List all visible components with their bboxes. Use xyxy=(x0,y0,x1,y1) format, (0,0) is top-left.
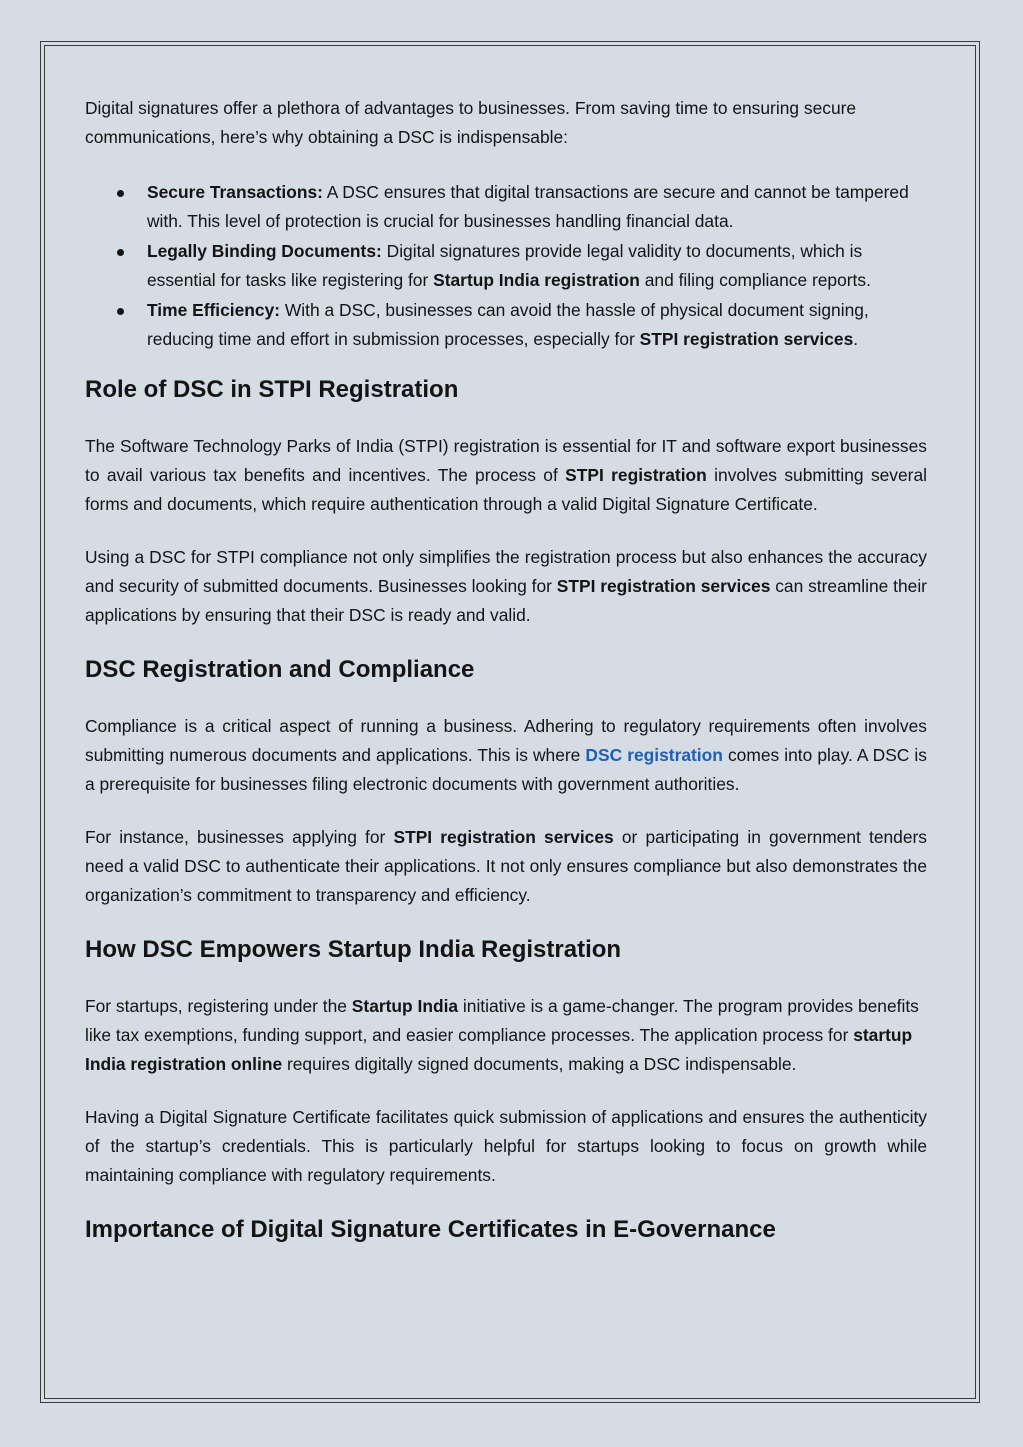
paragraph-text: requires digitally signed documents, making a DSC indispensable. xyxy=(282,1054,797,1074)
section-paragraph xyxy=(85,432,927,519)
section-paragraph xyxy=(85,823,927,910)
benefit-title: Time Efficiency: xyxy=(147,300,281,320)
section-heading: DSC Registration and Compliance xyxy=(85,656,475,683)
benefits-list xyxy=(85,178,927,354)
bullet-icon xyxy=(117,190,124,197)
benefit-text: . xyxy=(853,329,859,349)
list-item xyxy=(85,178,927,236)
section-paragraph xyxy=(85,543,927,630)
benefit-text: With a DSC, businesses can avoid the hassle of physical document signing, reducing time and effort in submission processes, especially for xyxy=(147,300,869,349)
paragraph-text: comes into play. A DSC is a prerequisite for businesses filing electronic documents with government authorities. xyxy=(85,745,927,794)
section-paragraph xyxy=(85,712,927,799)
benefit-text: Digital signatures provide legal validity to documents, which is essential for tasks like registering for xyxy=(147,241,863,290)
benefit-title: Secure Transactions: xyxy=(147,182,323,202)
section-heading: Role of DSC in STPI Registration xyxy=(85,376,459,403)
benefit-text: and filing compliance reports. xyxy=(639,270,871,290)
document-body xyxy=(85,94,927,1272)
bullet-icon xyxy=(117,249,124,256)
bold-term: Startup India xyxy=(351,996,459,1016)
bold-term: STPI registration services xyxy=(393,827,614,847)
paragraph-text: Using a DSC for STPI compliance not only simplifies the registration process but also enhances the accuracy and security of submitted documents. Businesses looking for xyxy=(85,547,927,596)
paragraph-text: For instance, businesses applying for xyxy=(85,827,394,847)
paragraph-text: or participating in government tenders need a valid DSC to authenticate their applications. It not only ensures compliance but also demonstrates the organization’s commitment to transparency and efficiency. xyxy=(85,827,927,905)
bold-term: startup India registration online xyxy=(85,1025,913,1074)
list-item xyxy=(85,237,927,295)
benefit-bold-term: Startup India registration xyxy=(433,270,640,290)
section-paragraph xyxy=(85,992,927,1079)
paragraph-text: involves submitting several forms and documents, which require authentication through a valid Digital Signature Certificate. xyxy=(85,465,928,514)
benefit-title: Legally Binding Documents: xyxy=(147,241,382,261)
benefit-bold-term: STPI registration services xyxy=(639,329,854,349)
bold-term: STPI registration services xyxy=(556,576,771,596)
benefit-text: A DSC ensures that digital transactions are secure and cannot be tampered with. This level of protection is crucial for businesses handling financial data. xyxy=(147,182,909,231)
list-item xyxy=(85,296,927,354)
paragraph-text: initiative is a game-changer. The program provides benefits like tax exemptions, funding support, and easier compliance processes. The application process for xyxy=(85,996,919,1045)
paragraph-text: Compliance is a critical aspect of running a business. Adhering to regulatory requirements often involves submitting numerous documents and applications. This is where xyxy=(85,716,927,765)
section-paragraph: Having a Digital Signature Certificate facilitates quick submission of applications and ensures the authenticity of the startup’s credentials. This is particularly helpful for startups looking to focus on growth while maintaining compliance with regulatory requirements. xyxy=(85,1107,927,1185)
bullet-icon xyxy=(117,308,124,315)
intro-paragraph: Digital signatures offer a plethora of advantages to businesses. From saving time to ensuring secure communications, here’s why obtaining a DSC is indispensable: xyxy=(85,98,857,147)
dsc-registration-link[interactable]: DSC registration xyxy=(585,745,723,765)
paragraph-text: The Software Technology Parks of India (STPI) registration is essential for IT and software export businesses to avail various tax benefits and incentives. The process of xyxy=(85,436,927,485)
section-heading: How DSC Empowers Startup India Registration xyxy=(85,936,622,963)
paragraph-text: For startups, registering under the xyxy=(85,996,352,1016)
section-heading: Importance of Digital Signature Certificates in E-Governance xyxy=(85,1216,776,1243)
bold-term: STPI registration xyxy=(565,465,707,485)
paragraph-text: can streamline their applications by ensuring that their DSC is ready and valid. xyxy=(85,576,927,625)
